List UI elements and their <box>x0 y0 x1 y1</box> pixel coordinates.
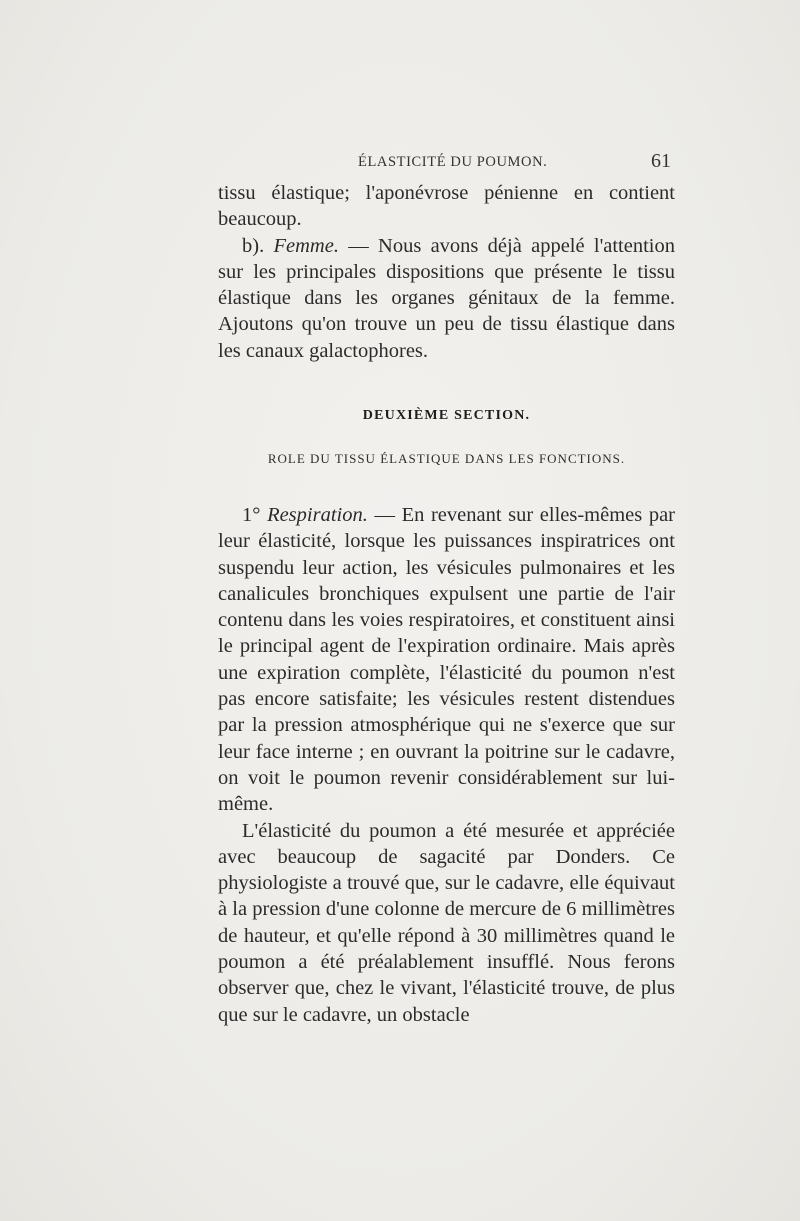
running-title: ÉLASTICITÉ DU POUMON. <box>358 154 548 170</box>
paragraph-label: Respiration. <box>267 504 368 526</box>
page-number: 61 <box>651 150 671 172</box>
paragraph-text: tissu élastique; l'aponévrose pénienne en contient beaucoup. <box>218 182 675 231</box>
paragraph-text: — En revenant sur elles-mêmes par leur élasticité, lorsque les puissances inspiratrices ont suspendu leur action, les vésicules pulmonaires et les canalicules bronchiques expulsent une partie de l'air contenu dans les voies respiratoires, et constituent ainsi le principal agent de l'expiration ordinaire. Mais après une expiration complète, l'élasticité du poumon n'est pas encore satisfaite; les vésicules restent distendues par la pression atmosphérique qui ne s'exerce que sur leur face interne ; en ouvrant la poitrine sur le cadavre, on voit le poumon revenir considérablement sur lui-même. <box>218 504 676 816</box>
paragraph <box>218 502 675 818</box>
page-header <box>218 150 675 176</box>
paragraph <box>218 818 675 1028</box>
text-block-bottom <box>218 502 675 1028</box>
paragraph-marker: 1° <box>242 504 261 526</box>
paragraph-text: — Nous avons déjà appelé l'attention sur les principales dispositions que présente le tissu élastique dans les organes génitaux de la femme. Ajoutons qu'on trouve un peu de tissu élastique dans les canaux galactophores. <box>218 234 675 362</box>
text-block-top <box>218 180 675 364</box>
paragraph-marker: b). <box>242 234 265 257</box>
paragraph <box>218 233 675 364</box>
paragraph <box>218 180 675 233</box>
paragraph-text: L'élasticité du poumon a été mesurée et appréciée avec beaucoup de sagacité par Donders. Ce physiologiste a trouvé que, sur le cadavre, elle équivaut à la pression d'une colonne de mercure de 6 millimètres de hauteur, et qu'elle répond à 30 millimètres quand le poumon a été préalablement insufflé. Nous ferons observer que, chez le vivant, l'élasticité trouve, de plus que sur le cadavre, un obstacle <box>218 819 675 1026</box>
section-subtitle: ROLE DU TISSU ÉLASTIQUE DANS LES FONCTIONS. <box>267 451 626 466</box>
paragraph-label: Femme. <box>273 234 339 257</box>
section-title: DEUXIÈME SECTION. <box>362 408 531 423</box>
